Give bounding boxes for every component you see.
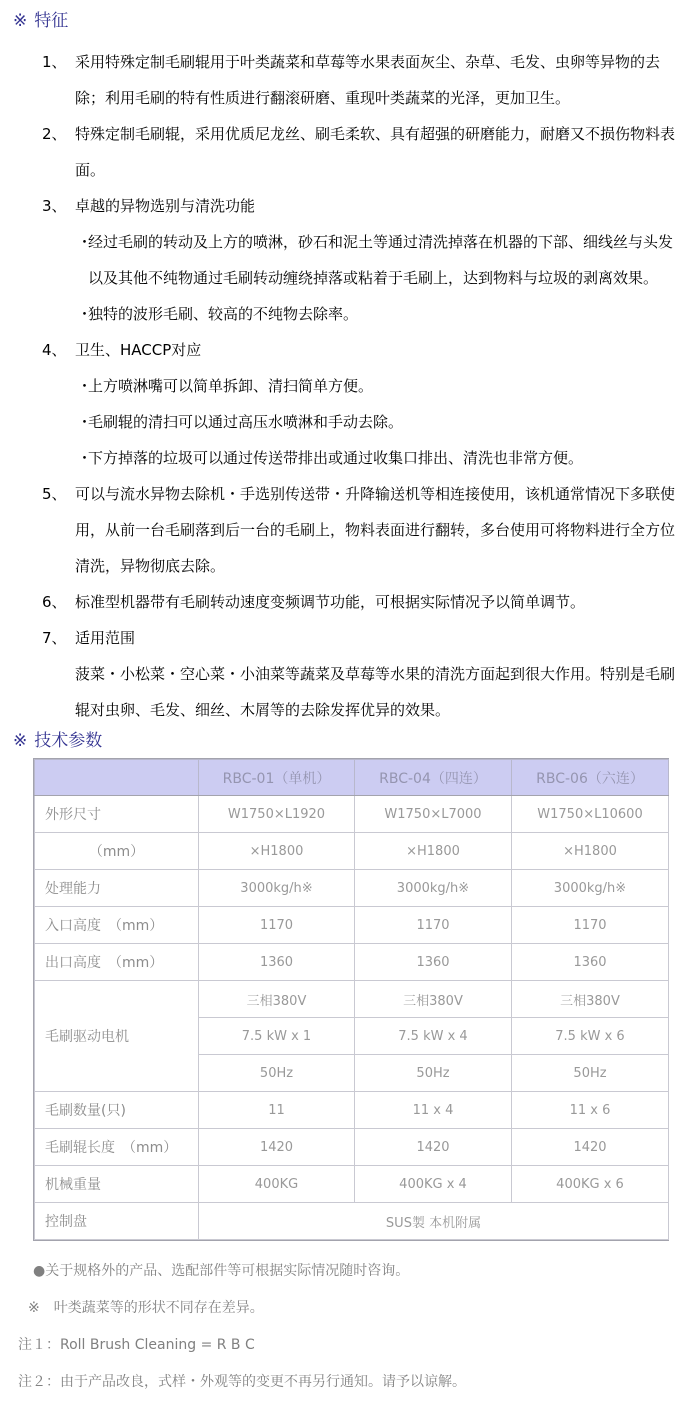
features-heading <box>13 10 695 32</box>
specs-heading <box>13 730 695 752</box>
spec-value-cell: 11 <box>199 1092 355 1129</box>
feature-item-1 <box>42 44 682 116</box>
specs-table <box>34 759 669 1240</box>
feature-number: 2、 <box>42 125 67 143</box>
spec-value-cell: ×H1800 <box>355 833 512 870</box>
spec-row-outlet-height <box>35 944 669 981</box>
spec-row-inlet-height <box>35 907 669 944</box>
spec-value-cell: 3000kg/h※ <box>199 870 355 907</box>
feature-number: 6、 <box>42 593 67 611</box>
spec-row-brush-length <box>35 1129 669 1166</box>
spec-row-control-panel <box>35 1203 669 1240</box>
spec-value-cell: 3000kg/h※ <box>355 870 512 907</box>
spec-row-label: 毛刷数量(只) <box>35 1092 199 1129</box>
spec-row-label: 出口高度 （mm） <box>35 944 199 981</box>
spec-row-label: （mm） <box>35 833 199 870</box>
spec-row-dimensions <box>35 796 669 833</box>
bullet-marker: ・ <box>77 233 93 251</box>
feature-bullet <box>75 440 682 476</box>
bullet-marker: ・ <box>77 377 93 395</box>
spec-row-label: 入口高度 （mm） <box>35 907 199 944</box>
spec-value-cell-merged: SUS製 本机附属 <box>199 1203 669 1240</box>
spec-value-cell: 1170 <box>512 907 669 944</box>
spec-value-cell: 50Hz <box>512 1055 669 1092</box>
feature-item-3 <box>42 188 682 332</box>
spec-value-cell: 50Hz <box>199 1055 355 1092</box>
feature-number: 3、 <box>42 197 67 215</box>
spec-row-label: 毛刷驱动电机 <box>35 981 199 1092</box>
spec-value-cell: 1360 <box>512 944 669 981</box>
bullet-marker: ・ <box>77 449 93 467</box>
feature-item-7 <box>42 620 682 728</box>
feature-bullet-text: 上方喷淋嘴可以简单拆卸、清扫简单方便。 <box>88 377 374 395</box>
feature-bullet-text: 毛刷辊的清扫可以通过高压水喷淋和手动去除。 <box>88 413 404 431</box>
spec-value-cell: 7.5 kW x 4 <box>355 1018 512 1055</box>
spec-row-label: 机械重量 <box>35 1166 199 1203</box>
spec-value-cell: 50Hz <box>355 1055 512 1092</box>
feature-bullet <box>75 404 682 440</box>
feature-item-4 <box>42 332 682 476</box>
spec-value-cell: 7.5 kW x 6 <box>512 1018 669 1055</box>
spec-value-cell: 1420 <box>199 1129 355 1166</box>
spec-value-cell: 7.5 kW x 1 <box>199 1018 355 1055</box>
spec-value-cell: 三相380V <box>512 981 669 1018</box>
spec-col-header-rbc01: RBC-01（单机） <box>199 760 355 796</box>
note-vegetable-shape: ※ 叶类蔬菜等的形状不同存在差异。 <box>28 1300 264 1316</box>
spec-value-cell: 1170 <box>355 907 512 944</box>
spec-row-brush-count <box>35 1092 669 1129</box>
spec-value-cell: 11 x 4 <box>355 1092 512 1129</box>
feature-text: 可以与流水异物去除机・手选别传送带・升降输送机等相连接使用，该机通常情况下多联使用，从前一台毛刷落到后一台的毛刷上，物料表面进行翻转，多台使用可将物料进行全方位清洗，异物彻底去除。 <box>75 485 676 575</box>
features-heading-text: 特征 <box>34 11 69 31</box>
spec-corner-cell <box>35 760 199 796</box>
spec-col-header-rbc04: RBC-04（四连） <box>355 760 512 796</box>
note-design-change: 注２：由于产品改良，式样・外观等的变更不再另行通知。请予以谅解。 <box>18 1374 466 1390</box>
feature-paragraph: 菠菜・小松菜・空心菜・小油菜等蔬菜及草莓等水果的清洗方面起到很大作用。特别是毛刷辊对虫卵、毛发、细丝、木屑等的去除发挥优异的效果。 <box>75 665 676 719</box>
reference-mark: ※ <box>13 11 28 31</box>
feature-bullet-text: 经过毛刷的转动及上方的喷淋，砂石和泥土等通过清洗掉落在机器的下部、细线丝与头发以及其他不纯物通过毛刷转动缠绕掉落或粘着于毛刷上，达到物料与垃圾的剥离效果。 <box>88 233 674 287</box>
footnotes <box>0 1253 695 1401</box>
spec-row-label: 控制盘 <box>35 1203 199 1240</box>
bullet-marker: ・ <box>77 305 93 323</box>
feature-item-2 <box>42 116 682 188</box>
note-rbc-abbreviation: 注１：Roll Brush Cleaning = R B C <box>18 1337 255 1353</box>
feature-number: 5、 <box>42 485 67 503</box>
spec-value-cell: W1750×L1920 <box>199 796 355 833</box>
spec-col-header-rbc06: RBC-06（六连） <box>512 760 669 796</box>
feature-number: 4、 <box>42 341 67 359</box>
spec-row-label: 毛刷辊长度 （mm） <box>35 1129 199 1166</box>
specs-heading-text: 技术参数 <box>34 731 103 751</box>
bullet-marker: ・ <box>77 413 93 431</box>
feature-text: 卫生、HACCP对应 <box>75 341 202 359</box>
spec-value-cell: ×H1800 <box>512 833 669 870</box>
feature-bullet <box>75 296 682 332</box>
spec-value-cell: 1420 <box>355 1129 512 1166</box>
spec-value-cell: 3000kg/h※ <box>512 870 669 907</box>
feature-bullet <box>75 368 682 404</box>
specs-table-frame <box>33 758 669 1241</box>
note-optional-parts: ●关于规格外的产品、选配部件等可根据实际情况随时咨询。 <box>33 1263 410 1279</box>
feature-item-6 <box>42 584 682 620</box>
spec-value-cell: 三相380V <box>355 981 512 1018</box>
feature-item-5 <box>42 476 682 584</box>
feature-bullet-text: 独特的波形毛刷、较高的不纯物去除率。 <box>88 305 359 323</box>
spec-value-cell: W1750×L7000 <box>355 796 512 833</box>
feature-number: 7、 <box>42 629 67 647</box>
spec-value-cell: 1420 <box>512 1129 669 1166</box>
feature-number: 1、 <box>42 53 67 71</box>
spec-row-motor-voltage <box>35 981 669 1018</box>
features-list <box>42 44 682 728</box>
spec-value-cell: 11 x 6 <box>512 1092 669 1129</box>
spec-row-weight <box>35 1166 669 1203</box>
feature-text: 卓越的异物选别与清洗功能 <box>75 197 256 215</box>
spec-row-label: 外形尺寸 <box>35 796 199 833</box>
feature-text: 特殊定制毛刷辊，采用优质尼龙丝、刷毛柔软、具有超强的研磨能力，耐磨又不损伤物料表面。 <box>75 125 676 179</box>
spec-value-cell: 400KG <box>199 1166 355 1203</box>
feature-bullet <box>75 224 682 296</box>
spec-header-row <box>35 760 669 796</box>
spec-value-cell: 400KG x 4 <box>355 1166 512 1203</box>
feature-text: 适用范围 <box>75 629 136 647</box>
spec-value-cell: 400KG x 6 <box>512 1166 669 1203</box>
reference-mark: ※ <box>13 731 28 751</box>
spec-value-cell: 1360 <box>355 944 512 981</box>
spec-value-cell: W1750×L10600 <box>512 796 669 833</box>
spec-value-cell: 1170 <box>199 907 355 944</box>
spec-row-dimensions-unit <box>35 833 669 870</box>
feature-bullet-text: 下方掉落的垃圾可以通过传送带排出或通过收集口排出、清洗也非常方便。 <box>88 449 584 467</box>
feature-text: 标准型机器带有毛刷转动速度变频调节功能，可根据实际情况予以简单调节。 <box>75 593 586 611</box>
spec-value-cell: 1360 <box>199 944 355 981</box>
feature-text: 采用特殊定制毛刷辊用于叶类蔬菜和草莓等水果表面灰尘、杂草、毛发、虫卵等异物的去除；利用毛刷的特有性质进行翻滚研磨、重现叶类蔬菜的光泽，更加卫生。 <box>75 53 661 107</box>
spec-value-cell: ×H1800 <box>199 833 355 870</box>
spec-row-label: 处理能力 <box>35 870 199 907</box>
spec-row-capacity <box>35 870 669 907</box>
spec-value-cell: 三相380V <box>199 981 355 1018</box>
